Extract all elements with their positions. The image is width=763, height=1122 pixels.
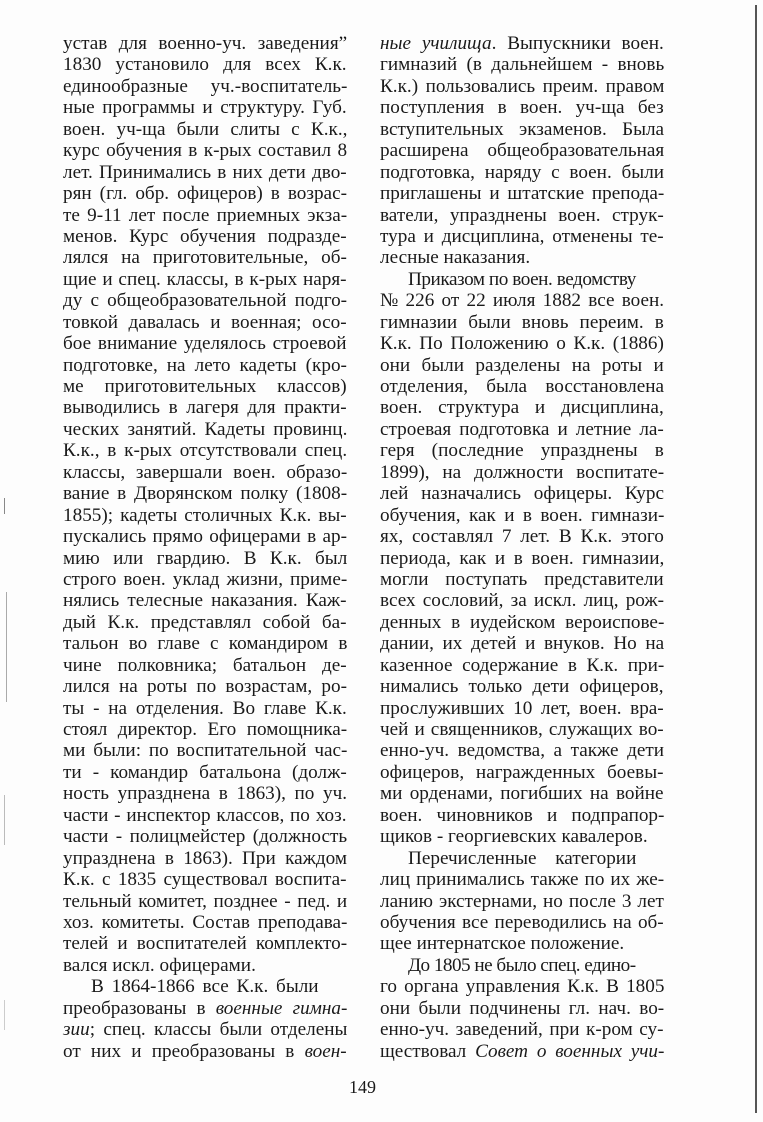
text-line: воен. уч-ща были слиты с К.к., [63,118,348,140]
text-line: ду с общеобразовательной подго- [63,290,348,312]
text-line: нимались только дети офицеров, [380,676,664,698]
text-line: 1830 установило для всех К.к. [63,54,347,76]
text-line: упразднена в 1863). При каждом [63,847,348,869]
text-line [63,998,347,1019]
text-line [380,1041,664,1062]
text-line: пускались прямо офицерами в ар- [63,526,347,548]
scan-edge-mark [4,498,5,514]
text-line: части - инспектор классов, по хоз. [63,804,347,826]
italic-term: Совет о военных учи- [475,1040,665,1062]
text-line: Приказом по воен. ведомству [408,268,636,290]
text-line: До 1805 не было спец. едино- [408,954,636,976]
text-line: лесные наказания. [380,247,531,269]
text-line: приглашены и штатские препода- [380,183,665,205]
text-line: единообразные уч.-воспитатель- [63,75,348,97]
text-run: от них и преобразованы в [63,1040,305,1062]
text-line: чине полковника; батальон де- [63,654,347,676]
text-line [380,33,664,54]
italic-term: зии [63,1019,90,1041]
text-line: ческих занятий. Кадеты провинц. [63,418,348,440]
text-line: вступительных экзаменов. Была [380,118,665,140]
text-line: нялись телесные наказания. Каж- [63,590,347,612]
page-number: 149 [349,1077,376,1097]
text-line: воен. чиновников и подпрапор- [380,804,665,826]
scan-edge-mark [4,795,5,845]
text-line: гимназий (в дальнейшем - вновь [380,54,665,76]
text-line: они были подчинены гл. нач. во- [380,997,665,1019]
text-line: К.к. По Положению о К.к. (1886) [380,333,664,355]
text-line: ти - командир батальона (долж- [63,761,347,783]
text-line: лей назначались офицеры. Курс [380,483,664,505]
text-line: лялся на приготовительные, об- [63,247,347,269]
text-line: К.к.) пользовались преим. правом [380,75,665,97]
text-line: вание в Дворянском полку (1808- [63,483,348,505]
italic-term: воен- [304,1040,347,1062]
text-line: ты - на отделения. Во главе К.к. [63,697,347,719]
text-line: всех сословий, за искл. лиц, рож- [380,590,665,612]
text-line: отделения, была восстановлена [380,376,665,397]
text-line: щие и спец. классы, в к-рых наря- [63,268,347,290]
text-line: прослуживших 10 лет, воен. вра- [380,697,664,719]
text-column-left [63,33,347,1062]
text-line: тальон во главе с командиром в [63,633,348,655]
text-line: менов. Курс обучения подразде- [63,225,347,247]
text-run: . Выпускники воен. [491,33,664,54]
text-line [63,1019,347,1040]
text-line: ланию экстернами, но после 3 лет [380,890,664,912]
text-line: ные программы и структуру. Губ. [63,97,347,119]
text-line: тельный комитет, позднее - пед. и [63,890,348,912]
text-line: они были разделены на роты и [380,354,664,376]
text-line: курс обучения в к-рых составил 8 [63,140,348,162]
text-line: К.к., в к-рых отсутствовали спец. [63,440,348,462]
text-line: гимназии были вновь переим. в [380,311,664,333]
text-run: ; спец. классы были отделены [89,1019,348,1041]
text-line: дании, их детей и внуков. Но на [380,633,665,655]
text-line: енно-уч. заведений, при к-ром су- [380,1019,664,1041]
text-line: периода, как и в воен. гимназии, [380,547,665,569]
text-line: казенное содержание в К.к. при- [380,654,665,676]
text-line: енно-уч. ведомства, а также дети [380,740,665,762]
text-line: офицеров, награжденных боевы- [380,761,664,783]
text-line: строевая подготовка и летние ла- [380,418,664,440]
text-run: преобразованы в [63,997,216,1019]
text-line: В 1864-1866 все К.к. были [91,976,319,998]
italic-term: военные гимна- [215,997,348,1019]
text-line: ми были: по воспитательной час- [63,740,348,762]
text-line: классы, завершали воен. образо- [63,461,348,483]
text-line: щиков - георгиевских кавалеров. [380,826,648,848]
text-column-right [380,33,664,1062]
text-line [63,1041,347,1062]
text-line: ми орденами, погибших на войне [380,783,664,805]
text-line: ях, составлял 7 лет. В К.к. этого [380,526,664,548]
scan-edge-line [755,5,757,1113]
text-line: 1855); кадеты столичных К.к. вы- [63,504,347,526]
text-line: те 9-11 лет после приемных экза- [63,204,348,226]
text-line: подготовка, наряду с воен. были [380,161,665,183]
italic-term: ные училища [380,33,492,54]
text-line: геря (последние упразднены в [380,440,664,462]
text-line: рян (гл. обр. офицеров) в возрас- [63,183,347,205]
text-line: К.к. с 1835 существовал воспита- [63,869,347,891]
text-line: расширена общеобразовательная [380,140,665,162]
text-line: подготовке, на лето кадеты (кро- [63,354,347,376]
scan-edge-mark [4,1000,5,1030]
text-line: обучения, как и в воен. гимнази- [380,504,665,526]
text-line: телей и воспитателей комплекто- [63,933,348,955]
text-line: дый К.к. представлял собой ба- [63,611,347,633]
text-line: вался искл. офицерами. [63,954,256,976]
text-line: мию или гвардию. В К.к. был [63,547,348,569]
text-line: обучения все переводились на об- [380,911,664,933]
text-line: ме приготовительных классов) [63,376,347,397]
text-line: товкой давалась и военная; осо- [63,311,347,333]
text-line: бое внимание уделялось строевой [63,333,347,355]
text-line: хоз. комитеты. Состав преподава- [63,911,348,933]
text-line: стоял директор. Его помощника- [63,719,348,740]
text-line: ватели, упразднены воен. струк- [380,204,664,226]
text-line: части - полицмейстер (должность [63,826,348,848]
text-line: выводились в лагеря для практи- [63,397,347,419]
text-line: денных в иудейском вероиспове- [380,611,665,633]
text-line: лиц принимались также по их же- [380,869,665,891]
scan-edge-mark [6,592,7,702]
text-line: 1899), на должности воспитате- [380,461,665,483]
text-line: чей и священников, служащих во- [380,719,664,740]
text-line: поступления в воен. уч-ща без [380,97,664,119]
text-line: строго воен. уклад жизни, приме- [63,568,348,590]
text-line: го органа управления К.к. В 1805 [380,976,665,998]
text-line: лет. Принимались в них дети дво- [63,161,347,183]
text-line: ность упразднена в 1863), по уч. [63,783,348,805]
text-line: щее интернатское положение. [380,933,625,955]
text-line: тура и дисциплина, отменены те- [380,225,664,247]
text-line: лился на роты по возрастам, ро- [63,676,347,698]
text-line: № 226 от 22 июля 1882 все воен. [380,290,665,312]
text-line: воен. структура и дисциплина, [380,397,664,419]
text-line: могли поступать представители [380,568,664,590]
text-line: устав для военно-уч. заведения” [63,33,348,54]
text-run: ществовал [380,1040,476,1062]
text-line: Перечисленные категории [408,847,637,869]
